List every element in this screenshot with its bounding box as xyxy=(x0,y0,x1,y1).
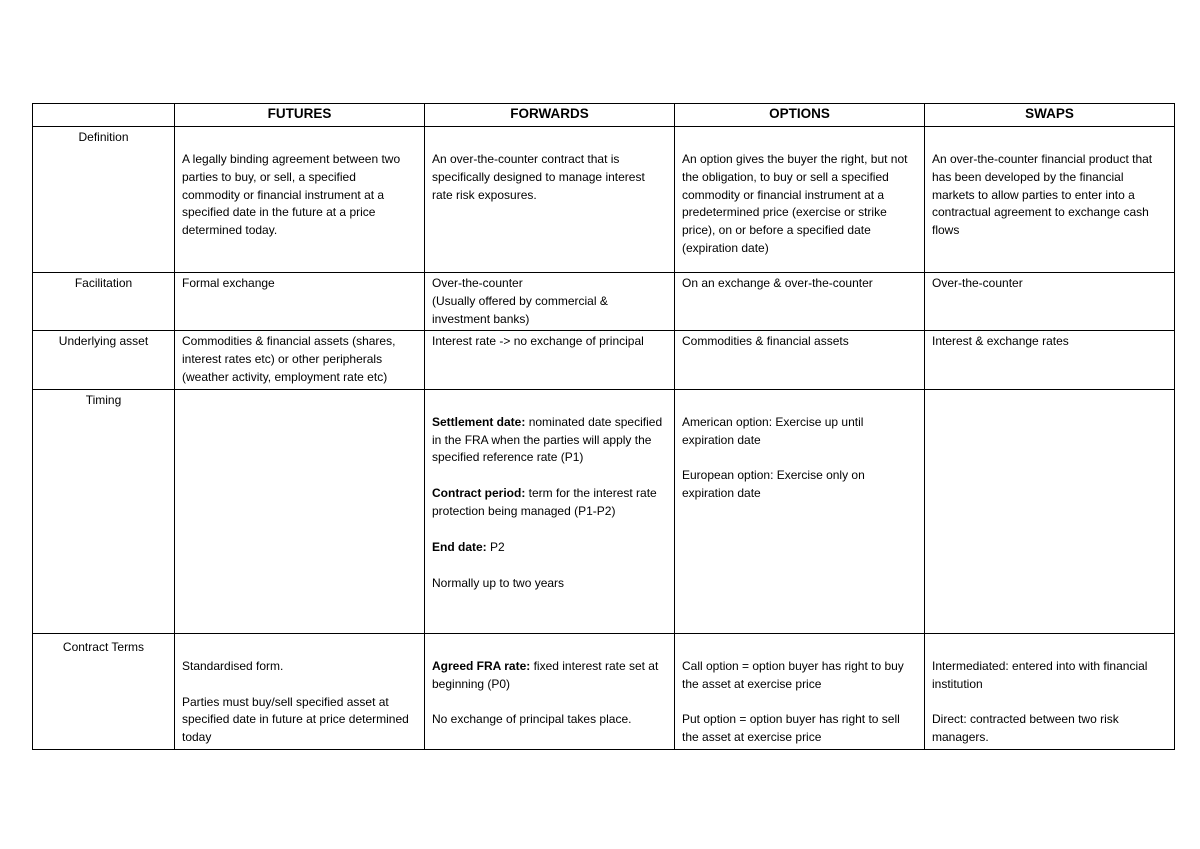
table-row xyxy=(33,389,1175,633)
cell-paragraph: Parties must buy/sell specified asset at specified date in future at price determined today xyxy=(182,694,409,745)
cell-paragraph: Commodities & financial assets xyxy=(682,334,849,349)
term-text: No exchange of principal takes place. xyxy=(432,712,632,727)
header-options: OPTIONS xyxy=(675,104,925,127)
table-row xyxy=(33,127,1175,273)
header-blank xyxy=(33,104,175,127)
row-label: Timing xyxy=(33,389,175,633)
cell-paragraph: American option: Exercise up until expiration date xyxy=(682,414,864,447)
term-label: End date: xyxy=(432,539,487,554)
cell-paragraph: (Usually offered by commercial & investment banks) xyxy=(432,293,608,326)
header-futures: FUTURES xyxy=(175,104,425,127)
cell-paragraph xyxy=(432,539,667,557)
cell-paragraph xyxy=(432,414,667,467)
cell-futures xyxy=(175,331,425,389)
cell-paragraph: An option gives the buyer the right, but not the obligation, to buy or sell a specified commodity or financial instrument at a predetermined price (exercise or strike price), on or before a specified date (expiration date) xyxy=(682,152,908,255)
cell-swaps xyxy=(925,633,1175,749)
cell-forwards xyxy=(425,389,675,633)
cell-paragraph xyxy=(432,711,667,729)
cell-paragraph: Standardised form. xyxy=(182,658,284,673)
cell-futures xyxy=(175,127,425,273)
table-row xyxy=(33,273,1175,331)
cell-swaps xyxy=(925,389,1175,633)
term-text: Normally up to two years xyxy=(432,575,565,590)
header-forwards: FORWARDS xyxy=(425,104,675,127)
header-swaps: SWAPS xyxy=(925,104,1175,127)
row-label: Contract Terms xyxy=(33,633,175,749)
cell-futures xyxy=(175,633,425,749)
cell-paragraph xyxy=(432,658,667,694)
cell-paragraph: European option: Exercise only on expiration date xyxy=(682,468,865,501)
table-row xyxy=(33,331,1175,389)
cell-paragraph: Direct: contracted between two risk managers. xyxy=(932,712,1119,745)
cell-options xyxy=(675,273,925,331)
cell-paragraph xyxy=(432,575,667,593)
cell-swaps xyxy=(925,273,1175,331)
row-label: Facilitation xyxy=(33,273,175,331)
table-row xyxy=(33,633,1175,749)
cell-paragraph: On an exchange & over-the-counter xyxy=(682,276,873,290)
row-label: Underlying asset xyxy=(33,331,175,389)
cell-paragraph: Put option = option buyer has right to sell the asset at exercise price xyxy=(682,712,900,745)
cell-paragraph: Over-the-counter xyxy=(932,276,1023,290)
cell-paragraph: Interest & exchange rates xyxy=(932,334,1069,349)
cell-futures xyxy=(175,273,425,331)
cell-options xyxy=(675,389,925,633)
cell-options xyxy=(675,331,925,389)
cell-forwards xyxy=(425,273,675,331)
cell-forwards xyxy=(425,331,675,389)
term-text: P2 xyxy=(486,539,505,554)
term-text: term for the interest rate protection being managed (P1-P2) xyxy=(432,486,657,518)
cell-options xyxy=(675,633,925,749)
cell-futures xyxy=(175,389,425,633)
cell-paragraph: Call option = option buyer has right to buy the asset at exercise price xyxy=(682,658,904,691)
row-label: Definition xyxy=(33,127,175,273)
cell-options xyxy=(675,127,925,273)
cell-forwards xyxy=(425,127,675,273)
term-label: Settlement date: xyxy=(432,414,526,429)
comparison-table xyxy=(32,103,1175,750)
term-label: Contract period: xyxy=(432,486,526,501)
cell-paragraph: An over-the-counter financial product that has been developed by the financial markets to allow parties to enter into a contractual agreement to exchange cash flows xyxy=(932,152,1153,238)
term-text: fixed interest rate set at beginning (P0) xyxy=(432,658,659,691)
header-row xyxy=(33,104,1175,127)
cell-paragraph: Commodities & financial assets (shares, interest rates etc) or other peripherals (weather activity, employment rate etc) xyxy=(182,334,396,384)
cell-paragraph: Formal exchange xyxy=(182,276,275,290)
cell-paragraph: Intermediated: entered into with financial institution xyxy=(932,658,1148,691)
cell-paragraph: A legally binding agreement between two parties to buy, or sell, a specified commodity or financial instrument at a specified date in the future at a price determined today. xyxy=(182,152,401,238)
term-text: nominated date specified in the FRA when the parties will apply the specified reference rate (P1) xyxy=(432,414,663,465)
cell-swaps xyxy=(925,331,1175,389)
term-label: Agreed FRA rate: xyxy=(432,658,531,673)
cell-paragraph xyxy=(432,485,667,521)
cell-paragraph: An over-the-counter contract that is specifically designed to manage interest rate risk exposures. xyxy=(432,152,645,202)
cell-swaps xyxy=(925,127,1175,273)
cell-forwards xyxy=(425,633,675,749)
cell-paragraph: Interest rate -> no exchange of principal xyxy=(432,334,644,349)
cell-paragraph: Over-the-counter xyxy=(432,276,523,290)
